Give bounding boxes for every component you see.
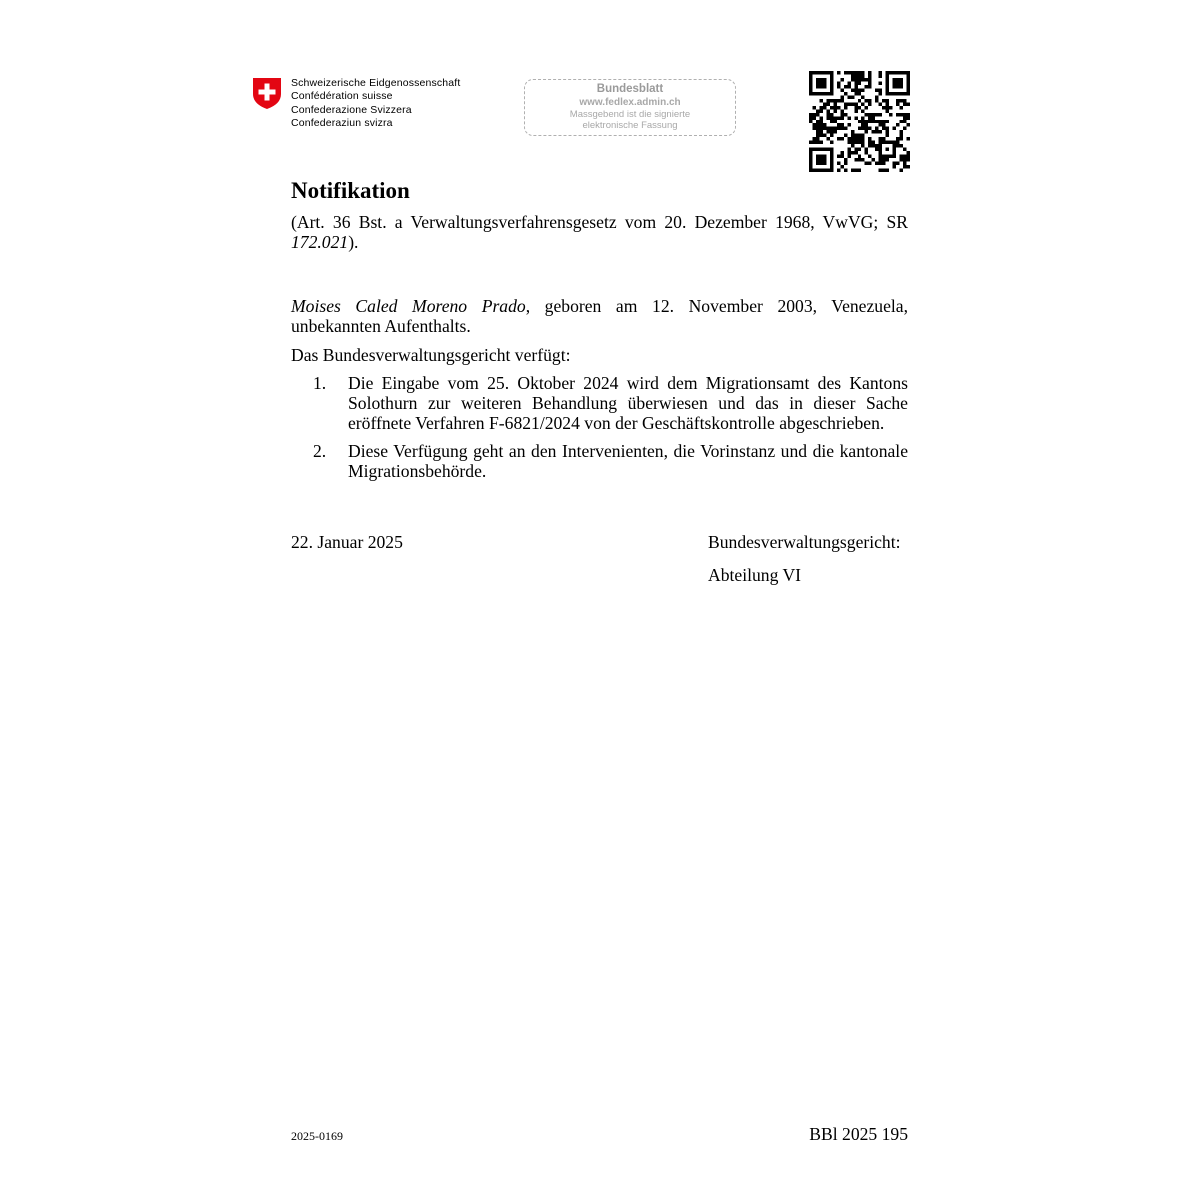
ruling-intro: Das Bundesverwaltungsgericht verfügt: bbox=[291, 345, 571, 365]
stamp-note-line1: Massgebend ist die signierte bbox=[569, 109, 691, 120]
stamp-note-line2: elektronische Fassung bbox=[582, 120, 678, 131]
confederation-name-rm: Confederaziun svizra bbox=[291, 117, 393, 130]
court-signature bbox=[708, 532, 901, 585]
person-details: , geboren am 12. November 2003, Venezuela, unbekannten Aufenthalts. bbox=[291, 296, 908, 336]
document-title: Notifikation bbox=[291, 178, 410, 203]
stamp-url: www.fedlex.admin.ch bbox=[579, 97, 681, 108]
stamp-title: Bundesblatt bbox=[596, 83, 664, 95]
confederation-name-de: Schweizerische Eidgenossenschaft bbox=[291, 77, 461, 89]
legal-basis-text: (Art. 36 Bst. a Verwaltungsverfahrensgesetz vom 20. Dezember 1968, VwVG; SR bbox=[291, 212, 908, 232]
qr-code-icon bbox=[809, 71, 910, 172]
court-name: Bundesverwaltungsgericht: bbox=[708, 532, 901, 552]
legal-basis bbox=[291, 212, 908, 252]
ruling-item bbox=[291, 373, 908, 433]
person-name: Moises Caled Moreno Prado bbox=[291, 296, 526, 316]
document-body bbox=[291, 176, 908, 489]
legal-basis-end: ). bbox=[348, 232, 359, 252]
ruling-number: 1. bbox=[313, 373, 327, 393]
legal-basis-sr-number: 172.021 bbox=[291, 232, 349, 252]
bundesblatt-stamp bbox=[524, 79, 736, 136]
ruling-text: Die Eingabe vom 25. Oktober 2024 wird dem Migrationsamt des Kantons Solothurn zur weiteren Behandlung überwiesen und das in dieser Sache eröffnete Verfahren F-6821/2024 von der Geschäftskontrolle abgeschrieben. bbox=[348, 373, 908, 433]
footer-bbl-reference: BBl 2025 195 bbox=[809, 1124, 908, 1144]
confederation-name-it: Confederazione Svizzera bbox=[291, 103, 412, 116]
ruling-item bbox=[291, 441, 908, 481]
ruling-text: Diese Verfügung geht an den Intervenienten, die Vorinstanz und die kantonale Migrationsbehörde. bbox=[348, 441, 908, 481]
document-date: 22. Januar 2025 bbox=[291, 532, 403, 552]
confederation-names bbox=[291, 77, 460, 131]
person-paragraph bbox=[291, 296, 908, 336]
court-division: Abteilung VI bbox=[708, 565, 802, 585]
ruling-number: 2. bbox=[313, 441, 327, 461]
ruling-list bbox=[291, 373, 908, 481]
confederation-name-fr: Confédération suisse bbox=[291, 90, 393, 103]
footer-document-id: 2025-0169 bbox=[291, 1129, 343, 1143]
swiss-cross-shield-icon bbox=[252, 77, 282, 110]
